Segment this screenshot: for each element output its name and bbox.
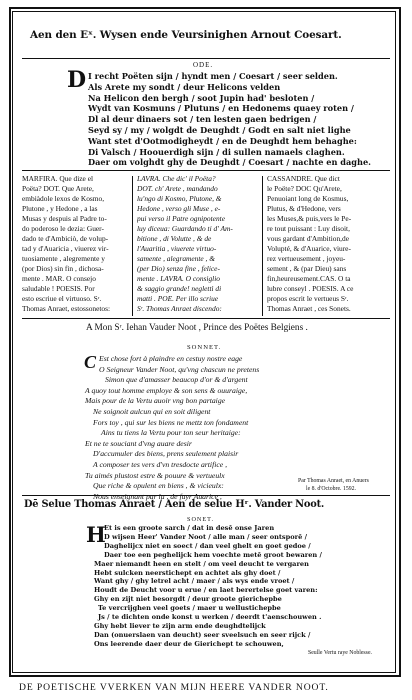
- sonet-line: Js / te dichten onde konst u werken / deerdt t'aenschouwen .: [98, 613, 322, 622]
- sonet-line: Houdt de Deucht voor u erue / en laet berertelse goet varen:: [94, 586, 318, 595]
- ode-line: I recht Poëten sijn / hyndt men / Coesart / seer selden.: [88, 71, 338, 81]
- column-line: l'Auaritia , viuerete virtuo-: [137, 244, 217, 253]
- column-line: embiàdole lexos de Kosmo,: [22, 194, 105, 203]
- page-title: Aen den Eˣ. Wysen ende Veursinighen Arnout Coesart.: [30, 29, 342, 41]
- sonet-line: Ons leerende daer deur de Gierichept te schouwen,: [94, 639, 284, 648]
- sonnet-line: Ains tu tiens la Vertu pour ton seur heritaige:: [101, 428, 241, 438]
- column-line: esto escriue el virtuoso. Sʳ.: [22, 294, 102, 303]
- column-line: lubre conseyl . POESIS. A ce: [267, 284, 354, 293]
- column-line: Poëta? DOT. Que Arete,: [22, 184, 94, 193]
- sonet-line: Dan (onuerslaen van deucht) seer sveelsuch en seer rijck /: [94, 630, 311, 639]
- column-line: bitione , di Volutte , & de: [137, 234, 212, 243]
- dutch-heading: Dē Selue Thomas Anraet / Aen de selue Hʳ. Vander Noot.: [24, 499, 325, 510]
- sonnet-line: Et ne te souciant d'vng auare desir: [85, 438, 192, 448]
- column-divider: [132, 176, 133, 316]
- sonnet-line: Que riche & opulent en biens , & vicieulx:: [93, 481, 224, 491]
- sonnet-rule: [22, 495, 390, 496]
- sonnet-line: Est chose fort à plaindre en cestuy nostre eage: [99, 354, 243, 363]
- ode-line: Seyd sy / my / wolgdt de Deughdt / Godt en salt niet lighe: [88, 124, 351, 135]
- sonnet-line: O Seigneur Vander Noot, qu'vng chascun ne pretens: [99, 364, 260, 374]
- column-line: Musas y despuis al Padre to-: [22, 214, 107, 223]
- sonnet-label: SONNET.: [187, 344, 222, 351]
- sonnet-line: D'accumuler des biens, prens seulement plaisir: [93, 449, 239, 459]
- ode-line: Dl al deur dinaers sot / ten lesten gaen bedrigen /: [88, 114, 317, 125]
- ode-label: ODE.: [193, 61, 214, 69]
- column-line: fin,heureusement.CAS. O ta: [267, 274, 351, 283]
- sonet-line: D wijsen Heer' Vander Noot / alle man / seer ontsporē /: [104, 532, 308, 541]
- signature-line: Par Thomas Anraet, en Anuers: [298, 478, 369, 484]
- dutch-sonnet: [94, 524, 322, 649]
- column-line: vous gardant d'Ambition,de: [267, 234, 350, 243]
- sonet-label: SONET.: [187, 516, 215, 523]
- page-footer: DE POETISCHE VVERKEN VAN MIJN HEERE VANDER NOOT.: [19, 682, 329, 693]
- column-line: Plutus, & d'Hedone, vers: [267, 204, 341, 213]
- sonet-line: Daghelijcx niet en soect / dan veel ghelt en goet gedoe /: [104, 541, 311, 550]
- title-rule: [22, 58, 390, 59]
- columns-rule: [22, 318, 390, 319]
- sonnet-line: Fors toy , qui sur les biens ne mettz ton fondament: [93, 417, 249, 427]
- french-sonnet: [85, 354, 260, 502]
- signature-line: le 8. d'Octobre. 1592.: [306, 485, 356, 492]
- ode-text: [88, 71, 371, 168]
- column-line: mente . MAR. O consejo: [22, 274, 96, 283]
- column-line: dado te d'Ambiciò, de volup-: [22, 234, 109, 243]
- column-line: saludable ! POESIS. Por: [22, 284, 95, 293]
- dedication-heading: A Mon Sʳ. Iehan Vauder Noot , Prince des Poëtes Belgiens .: [86, 323, 308, 333]
- column-divider: [262, 176, 263, 316]
- column-line: LAVRA. Che dic' il Poëta?: [137, 174, 216, 183]
- ode-line: Di Valsch / Hoouerdigh sijn / di sullen namaels claghen.: [88, 146, 345, 157]
- column-line: Thomas Anraet , ces Sonets.: [267, 304, 351, 313]
- sonnet-line: A quoy tout homme employe & son sens & ouuraige,: [85, 385, 248, 395]
- sonnet-line: Mais pour de la Vertu auoir vng bon partaige: [85, 396, 226, 406]
- column-line: lu'ngo di Kosmo, Plutone, &: [137, 194, 222, 203]
- ode-line: Daer om volghdt ghy de Deughdt / Coesart / nachte en daghe.: [88, 157, 372, 168]
- column-line: Plutone , y Hedone , a las: [22, 204, 98, 213]
- ode-line: Als Arete my sondt / deur Helicons velden: [88, 81, 281, 92]
- column-line: & saggio grande! neglettì di: [137, 284, 222, 293]
- sonet-line: Et is een groote sarch / dat in desē onse Jaren: [104, 524, 275, 532]
- column-line: sement , & (par Dieu) sans: [267, 264, 347, 273]
- column-line: tuosiamente , alegremente y: [22, 254, 105, 263]
- ode-line: Wydt van Kosmuns / Plutuns / en Hedonems quaey roten /: [88, 103, 354, 114]
- column-line: tad y d'Auaricia , viuerez vir-: [22, 244, 109, 253]
- ode-rule: [22, 170, 390, 171]
- sonnet-line: Tu aimés plustost estre & pouure & vertueulx: [85, 470, 225, 480]
- sonnet-signature: [298, 478, 369, 493]
- column-line: (por Dios) sin fin , dichosa-: [22, 264, 104, 273]
- sonnet-line: Simon que d'amasser beaucop d'or & d'argent: [105, 375, 248, 385]
- sonet-line: Ghy en zijt niet besorgdt / deur groote gierichepbe: [94, 595, 282, 604]
- sonnet-dropcap: C: [84, 352, 97, 372]
- ode-line: Na Helicon den bergh / soot Jupin had' besloten /: [88, 92, 315, 103]
- column-italian: [137, 174, 257, 314]
- column-line: Hedone , verso gli Muse , e-: [137, 204, 221, 213]
- column-line: luy diceua: Guardando ti d' Am-: [137, 224, 233, 233]
- sonet-line: Maer niemandt heen en stelt / om veel deucht te vergaren: [94, 559, 309, 568]
- sonet-motto: Seulle Vertu raye Noblesse.: [308, 650, 372, 656]
- column-line: Volupté, & d'Auarice, viure-: [267, 244, 351, 253]
- column-line: propos escrit le vertueus Sʳ.: [267, 294, 349, 303]
- column-line: re tout puissant : Luy disoit,: [267, 224, 350, 233]
- sonet-line: Te vercrijghen veel goets / maer u wellustichepbe: [98, 604, 281, 613]
- column-line: Thomas Anraet, estossonetos:: [22, 304, 111, 313]
- sonet-line: Want ghy / ghy letrel acht / maer / als wys ende vroet /: [94, 577, 295, 586]
- column-line: (per Dio) senza fine , felice-: [137, 264, 220, 273]
- column-line: rez vertueusement , joyeu-: [267, 254, 346, 263]
- sonnet-line: Nous enseignant par la , de fuyr Auarice ,: [93, 491, 222, 501]
- sonet-line: Hebt sulcken neerstichept en achtet als ghy doet /: [94, 568, 281, 577]
- column-french: [267, 174, 389, 314]
- ode-dropcap: D: [67, 67, 87, 93]
- column-line: DOT. ch' Arete , mandando: [137, 184, 218, 193]
- column-line: samente , alegramente , &: [137, 254, 215, 263]
- column-spanish: [22, 174, 128, 314]
- ode-line: Want stet d'Ootmodigheydt / en de Deughdt hem behaghe:: [88, 135, 357, 146]
- column-line: CASSANDRE. Que dict: [267, 174, 340, 183]
- column-line: MARFIRA. Que dize el: [22, 174, 94, 183]
- column-line: le Poëte? DOC Qu'Arete,: [267, 184, 342, 193]
- column-line: matti . POE. Per illo scriue: [137, 294, 219, 303]
- sonet-line: Ghy hebt liever te zijn arm ende deughdtelijck: [94, 621, 266, 630]
- column-line: pui verso il Patre ognipotente: [137, 214, 225, 223]
- column-line: les Muses,& puis,vers le Pe-: [267, 214, 352, 223]
- sonet-dropcap: H: [86, 522, 106, 547]
- sonet-line: Daer toe een peghelijck hem voechte metē groot bewaren /: [104, 550, 322, 559]
- column-line: mente . LAVRA. O consiglio: [137, 274, 220, 283]
- column-line: Sʳ. Thomas Anraet discendo:: [137, 304, 222, 313]
- sonnet-line: A composer tes vers d'vn tresdocte artifice ,: [93, 459, 228, 469]
- column-line: do poderoso le dezia: Guer-: [22, 224, 104, 233]
- column-line: Penuoiant long de Kosmus,: [267, 194, 349, 203]
- sonnet-line: Ne soignoit aulcun qui en soit diligent: [93, 406, 211, 416]
